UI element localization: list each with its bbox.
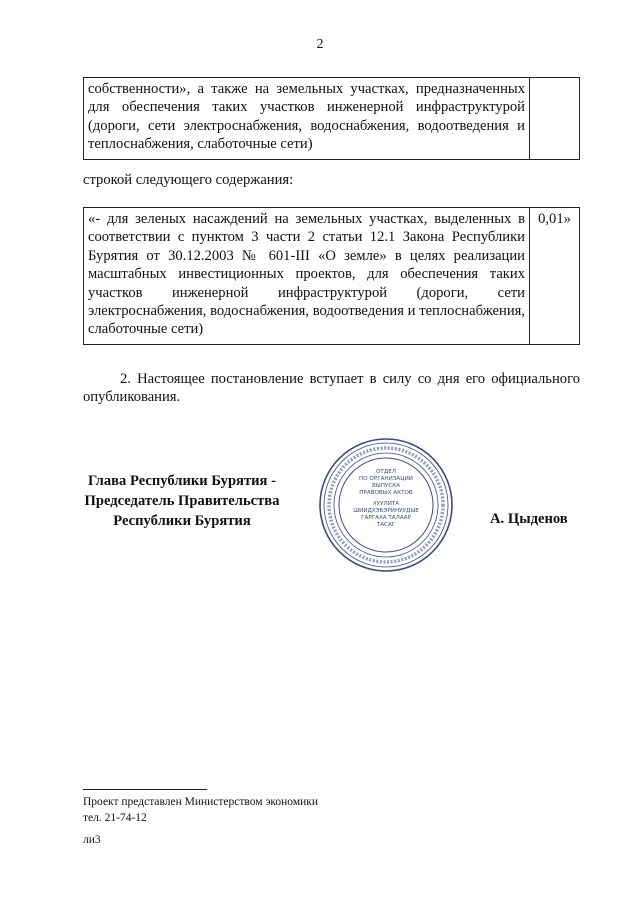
paragraph-effective-date: 2. Настоящее постановление вступает в силу со дня его официального опубликования. [83, 371, 580, 406]
reference-code: ли3 [83, 834, 101, 846]
footnote-line: Проект представлен Министерством экономики [83, 796, 319, 808]
table-row [84, 208, 580, 345]
signatory-title-line: Глава Республики Бурятия - [88, 473, 276, 489]
signatory-title-line: Председатель Правительства [84, 493, 280, 509]
signatory-name: А. Цыденов [490, 511, 568, 527]
seal-text: ТАСАГ [376, 522, 396, 528]
page-number: 2 [316, 37, 324, 52]
table-cell-value: 0,01» [530, 208, 580, 345]
seal-text: ГАРГАХА ТАЛААР [361, 515, 411, 521]
table-cell-value [530, 78, 580, 160]
seal-text: ВЫПУСКА [371, 483, 401, 489]
previous-row-table [83, 77, 580, 160]
footnote [83, 794, 318, 826]
footnote-divider [83, 789, 207, 790]
signatory-title-line: Республики Бурятия [113, 513, 251, 529]
seal-text: ПО ОРГАНИЗАЦИИ [359, 476, 413, 482]
new-row-table [83, 207, 580, 345]
seal-text: ПРАВОВЫХ АКТОВ [359, 490, 413, 496]
seal-text: ШИИДХЭБЭРИНУУДЫЕ [353, 508, 419, 514]
signatory-title [72, 471, 292, 531]
seal-text: ОТДЕЛ [376, 469, 396, 475]
table-cell-text: «- для зеленых насаждений на земельных участках, выделенных в соответствии с пунктом 3 части 2 статьи 12.1 Закона Республики Бурятия от 30.12.2003 № 601-III «О земле» в целях реализации масштабных инвестиционных проектов, для обеспечения таких участков инженерной инфраструктурой (дороги, сети электроснабжения, водоснабжения, водоотведения и теплоснабжения, слаботочные сети) [84, 208, 530, 345]
lead-text: строкой следующего содержания: [83, 172, 294, 188]
footnote-line: тел. 21-74-12 [83, 812, 147, 824]
table-row [84, 78, 580, 160]
table-cell-text: собственности», а также на земельных участках, предназначенных для обеспечения таких участков инженерной инфраструктурой (дороги, сети электроснабжения, водоснабжения, водоотведения и теплоснабжения, слаботочные сети) [84, 78, 530, 160]
official-seal [318, 437, 454, 573]
seal-text: ХУУЛИТА [372, 501, 400, 507]
